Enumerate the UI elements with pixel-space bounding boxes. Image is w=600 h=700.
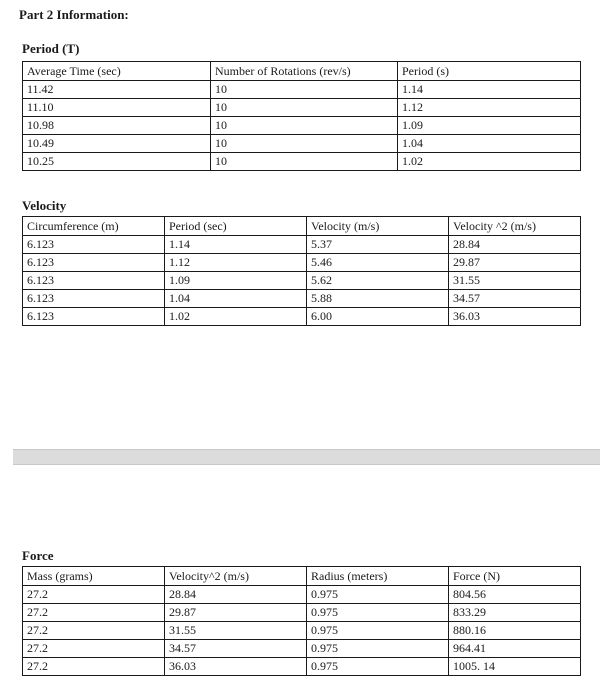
table-row (23, 254, 581, 272)
table-row (23, 135, 581, 153)
velocity-cell-period: 1.04 (165, 290, 307, 308)
velocity-cell-period: 1.02 (165, 308, 307, 326)
velocity-cell-velocity-squared: 31.55 (449, 272, 581, 290)
table-row (23, 272, 581, 290)
force-cell-velocity-squared: 34.57 (165, 640, 307, 658)
force-cell-velocity-squared: 29.87 (165, 604, 307, 622)
period-cell-period: 1.02 (398, 153, 581, 171)
table-row (23, 622, 581, 640)
force-cell-force: 1005. 14 (449, 658, 581, 676)
table-row (23, 604, 581, 622)
velocity-cell-period: 1.14 (165, 236, 307, 254)
table-row (23, 236, 581, 254)
velocity-cell-circumference: 6.123 (23, 272, 165, 290)
period-cell-period: 1.12 (398, 99, 581, 117)
velocity-cell-circumference: 6.123 (23, 290, 165, 308)
table-row (23, 586, 581, 604)
table-row (23, 117, 581, 135)
velocity-table (22, 216, 581, 326)
force-cell-radius: 0.975 (307, 622, 449, 640)
force-header-mass: Mass (grams) (23, 567, 165, 586)
period-cell-rotations: 10 (211, 81, 398, 99)
period-cell-average-time: 10.25 (23, 153, 211, 171)
force-cell-mass: 27.2 (23, 604, 165, 622)
velocity-cell-velocity: 5.46 (307, 254, 449, 272)
velocity-cell-velocity: 5.62 (307, 272, 449, 290)
force-table (22, 566, 581, 676)
velocity-cell-velocity-squared: 29.87 (449, 254, 581, 272)
force-cell-radius: 0.975 (307, 604, 449, 622)
period-cell-rotations: 10 (211, 99, 398, 117)
force-table-header-row (23, 567, 581, 586)
force-cell-mass: 27.2 (23, 640, 165, 658)
velocity-cell-velocity: 6.00 (307, 308, 449, 326)
force-cell-force: 804.56 (449, 586, 581, 604)
period-cell-average-time: 10.49 (23, 135, 211, 153)
force-cell-radius: 0.975 (307, 640, 449, 658)
period-cell-average-time: 10.98 (23, 117, 211, 135)
velocity-cell-velocity-squared: 34.57 (449, 290, 581, 308)
force-cell-radius: 0.975 (307, 658, 449, 676)
velocity-cell-velocity-squared: 36.03 (449, 308, 581, 326)
force-cell-force: 833.29 (449, 604, 581, 622)
force-cell-radius: 0.975 (307, 586, 449, 604)
force-header-radius: Radius (meters) (307, 567, 449, 586)
force-cell-mass: 27.2 (23, 622, 165, 640)
velocity-header-period: Period (sec) (165, 217, 307, 236)
period-cell-rotations: 10 (211, 135, 398, 153)
period-cell-period: 1.04 (398, 135, 581, 153)
velocity-cell-period: 1.12 (165, 254, 307, 272)
velocity-cell-velocity: 5.37 (307, 236, 449, 254)
velocity-cell-velocity: 5.88 (307, 290, 449, 308)
table-row (23, 99, 581, 117)
table-row (23, 308, 581, 326)
velocity-header-circumference: Circumference (m) (23, 217, 165, 236)
force-cell-force: 880.16 (449, 622, 581, 640)
force-cell-velocity-squared: 28.84 (165, 586, 307, 604)
period-table (22, 61, 581, 171)
velocity-table-header-row (23, 217, 581, 236)
velocity-cell-period: 1.09 (165, 272, 307, 290)
period-cell-period: 1.09 (398, 117, 581, 135)
force-cell-mass: 27.2 (23, 658, 165, 676)
table-row (23, 153, 581, 171)
force-cell-force: 964.41 (449, 640, 581, 658)
force-cell-mass: 27.2 (23, 586, 165, 604)
table-row (23, 290, 581, 308)
velocity-section-title: Velocity (22, 198, 67, 213)
period-section-title: Period (T) (22, 41, 80, 56)
velocity-header-velocity: Velocity (m/s) (307, 217, 449, 236)
part-title: Part 2 Information: (19, 7, 129, 22)
period-cell-average-time: 11.42 (23, 81, 211, 99)
velocity-header-velocity-squared: Velocity ^2 (m/s) (449, 217, 581, 236)
period-header-rotations: Number of Rotations (rev/s) (211, 62, 398, 81)
period-cell-rotations: 10 (211, 153, 398, 171)
velocity-cell-circumference: 6.123 (23, 254, 165, 272)
force-cell-velocity-squared: 36.03 (165, 658, 307, 676)
force-cell-velocity-squared: 31.55 (165, 622, 307, 640)
table-row (23, 81, 581, 99)
force-header-velocity-squared: Velocity^2 (m/s) (165, 567, 307, 586)
period-table-header-row (23, 62, 581, 81)
period-header-period: Period (s) (398, 62, 581, 81)
period-cell-rotations: 10 (211, 117, 398, 135)
period-cell-average-time: 11.10 (23, 99, 211, 117)
velocity-cell-velocity-squared: 28.84 (449, 236, 581, 254)
force-section-title: Force (22, 548, 54, 563)
table-row (23, 640, 581, 658)
period-cell-period: 1.14 (398, 81, 581, 99)
page-break-divider (13, 449, 600, 465)
force-header-force: Force (N) (449, 567, 581, 586)
velocity-cell-circumference: 6.123 (23, 308, 165, 326)
period-header-average-time: Average Time (sec) (23, 62, 211, 81)
velocity-cell-circumference: 6.123 (23, 236, 165, 254)
table-row (23, 658, 581, 676)
